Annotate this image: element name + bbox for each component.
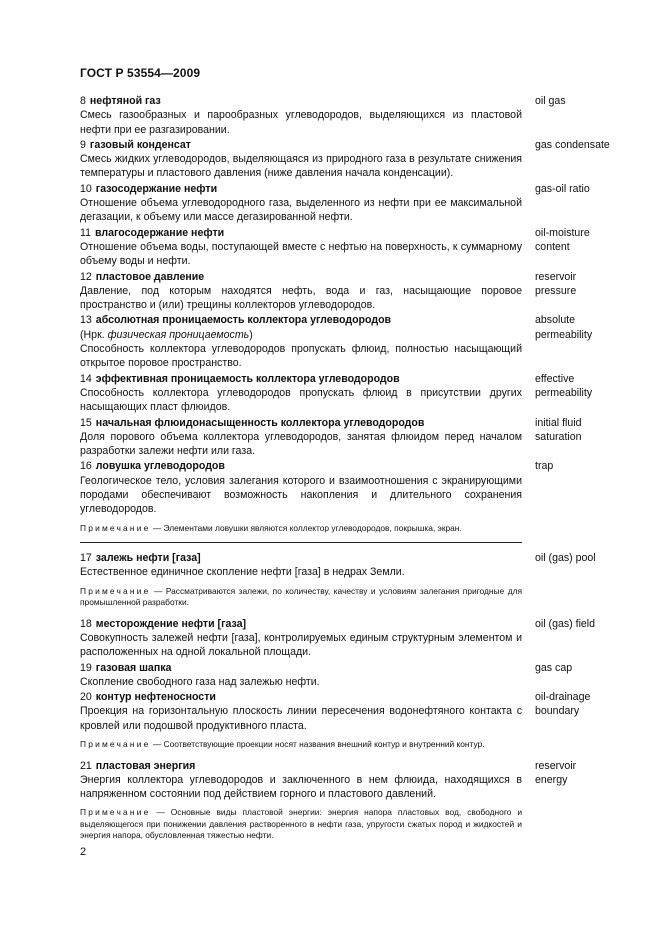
- term-synonym: (Нрк. физическая проницаемость): [80, 328, 253, 341]
- term-name: газосодержание нефти: [95, 182, 218, 195]
- term-name: начальная флюидонасыщенность коллектора углеводородов: [95, 416, 425, 429]
- term-definition: Скопление свободного газа над залежью нефти.: [80, 675, 320, 688]
- term-definition: Смесь жидких углеводородов, выделяющаяся из природного газа в результате снижения температуры и пластового давления (ниже давления начала конденсации).: [80, 153, 522, 180]
- term-english: reservoir pressure: [535, 270, 577, 297]
- term-number: 11: [80, 226, 91, 239]
- note-label: Примечание: [80, 585, 151, 596]
- term-english: gas-oil ratio: [535, 182, 590, 195]
- term-name: газовый конденсат: [89, 138, 191, 151]
- term-note: [80, 807, 522, 842]
- note-label: Примечание: [80, 807, 151, 818]
- term-definition: Проекция на горизонтальную плоскость линии пересечения водонефтяного контакта с кровлей или подошвой продуктивного пласта.: [80, 705, 522, 732]
- term-name: абсолютная проницаемость коллектора углеводородов: [95, 314, 392, 327]
- term-definition: Давление, под которым находятся нефть, вода и газ, насыщающие поровое пространство и (или) трещины коллекторов углеводородов.: [80, 284, 522, 312]
- term-english: oil-drainage boundary: [535, 691, 591, 718]
- page-number: 2: [80, 846, 87, 858]
- term-entry: [80, 182, 600, 225]
- term-number: 10: [80, 182, 92, 195]
- term-definition: Смесь газообразных и парообразных углеводородов, выделяющихся из пластовой нефти при ее разгазировании.: [80, 109, 522, 136]
- term-definition: Доля порового объема коллектора углеводородов, занятая флюидом перед началом разработки залежи нефти или газа.: [80, 430, 522, 458]
- term-note: [80, 739, 522, 751]
- term-number: 13: [80, 314, 92, 327]
- term-entry: [80, 313, 600, 370]
- term-name: ловушка углеводородов: [95, 460, 225, 473]
- term-note: [80, 523, 522, 535]
- term-number: 18: [80, 617, 92, 630]
- term-entry: [80, 617, 600, 660]
- term-english: oil (gas) field: [535, 617, 596, 630]
- term-entry: [80, 459, 600, 516]
- term-english: gas cap: [535, 661, 573, 674]
- term-entry: [80, 661, 600, 690]
- term-entry: [80, 690, 600, 733]
- document-header: ГОСТ Р 53554—2009: [80, 66, 201, 80]
- term-english: oil gas: [535, 95, 566, 107]
- term-definition: Совокупность залежей нефти [газа], контролируемых единым структурным элементом и расположенных на одной локальной площади.: [80, 632, 522, 659]
- term-number: 9: [80, 138, 86, 151]
- term-definition: Отношение объема воды, поступающей вместе с нефтью на поверхность, к суммарному объему воды и нефти.: [80, 240, 522, 268]
- term-entry: [80, 551, 600, 580]
- terms-list: [80, 94, 610, 850]
- term-entry: [80, 94, 600, 137]
- term-english: initial fluid saturation: [535, 416, 582, 443]
- term-english: gas condensate: [535, 138, 610, 151]
- note-text: — Рассматриваются залежи, по количеству, качеству и условиям залегания пригодные для промышленной разработки.: [80, 585, 523, 608]
- term-entry: [80, 416, 600, 459]
- term-english: oil (gas) pool: [535, 552, 596, 565]
- term-english: reservoir energy: [535, 759, 577, 786]
- note-label: Примечание: [80, 739, 151, 750]
- term-entry: [80, 226, 600, 269]
- term-definition: Геологическое тело, условия залегания которого и взаимоотношения с экранирующими породами обеспечивают возможность накопления и длительного сохранения углеводородов.: [80, 474, 522, 516]
- term-number: 16: [80, 460, 92, 473]
- term-number: 20: [80, 691, 92, 704]
- note-text: — Соответствующие проекции носят названия внешний контур и внутренний контур.: [152, 739, 485, 750]
- note-text: — Основные виды пластовой энергии: энергия напора пластовых вод, свободного и выделяющегося при понижении давления растворенного в нефти газа, упругости сжатых пород и жидкостей и энергия напора, обусловленная тяжестью нефти.: [80, 807, 522, 841]
- term-entry: [80, 759, 600, 802]
- term-name: газовая шапка: [95, 661, 172, 674]
- note-text: — Элементами ловушки являются коллектор углеводородов, покрышка, экран.: [152, 522, 462, 533]
- term-definition: Отношение объема углеводородного газа, выделенного из нефти при ее максимальной дегазации, к объему или массе дегазированной нефти.: [80, 197, 522, 224]
- term-entry: [80, 138, 610, 181]
- term-definition: Естественное единичное скопление нефти [газа] в недрах Земли.: [80, 566, 405, 579]
- term-entry: [80, 372, 600, 415]
- term-number: 15: [80, 416, 92, 429]
- term-number: 17: [80, 552, 92, 565]
- term-number: 19: [80, 661, 92, 674]
- term-name: залежь нефти [газа]: [95, 552, 201, 565]
- term-definition: Энергия коллектора углеводородов и заключенного в нем флюида, находящихся в напряженном состоянии под действием горного и пластового давлений.: [80, 773, 522, 801]
- term-english: oil-moisture content: [535, 226, 590, 253]
- term-name: контур нефтеносности: [95, 691, 216, 704]
- term-english: effective permeability: [535, 372, 593, 399]
- term-name: эффективная проницаемость коллектора углеводородов: [95, 372, 400, 385]
- term-entry: [80, 270, 600, 313]
- synonym-name: физическая проницаемость: [107, 328, 250, 341]
- term-name: месторождение нефти [газа]: [95, 617, 247, 630]
- term-number: 12: [80, 270, 92, 283]
- term-definition: Способность коллектора углеводородов пропускать флюид, полностью насыщающий открытое поровое пространство.: [80, 343, 522, 370]
- term-name: пластовая энергия: [95, 759, 196, 772]
- term-definition: Способность коллектора углеводородов пропускать флюид в присутствии других насыщающих пласт флюидов.: [80, 386, 522, 414]
- section-divider: [80, 542, 522, 543]
- term-english: trap: [535, 460, 554, 473]
- term-number: 8: [80, 95, 86, 107]
- term-note: [80, 586, 522, 609]
- term-number: 14: [80, 372, 92, 385]
- term-name: нефтяной газ: [89, 95, 161, 107]
- term-number: 21: [80, 759, 92, 772]
- term-name: пластовое давление: [95, 270, 205, 283]
- term-english: absolute permeability: [535, 314, 593, 341]
- note-label: Примечание: [80, 522, 151, 533]
- term-name: влагосодержание нефти: [95, 226, 225, 239]
